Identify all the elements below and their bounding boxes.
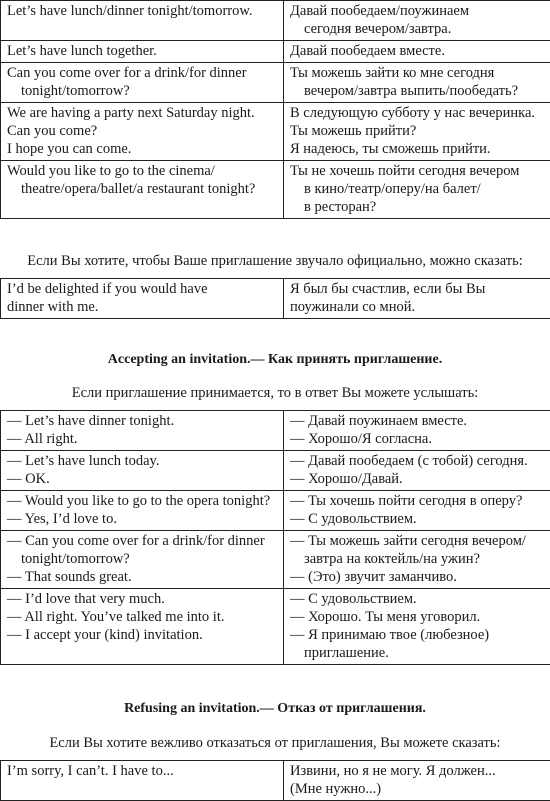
russian-translation-cell (284, 491, 550, 531)
english-phrase-cell (1, 161, 284, 219)
phrase-line: Can you come? (7, 122, 278, 140)
phrase-line: В следующую субботу у нас вечеринка. (290, 104, 548, 122)
phrase-line: (Мне нужно...) (290, 780, 548, 798)
phrase-line: — All right. (7, 430, 278, 448)
russian-translation-cell (284, 411, 550, 451)
phrase-line: — Yes, I’d love to. (7, 510, 278, 528)
phrase-line: I’d be delighted if you would have (7, 280, 278, 298)
table-row (1, 1, 550, 41)
refusing-table (0, 760, 550, 801)
russian-translation-cell (284, 589, 550, 665)
russian-translation-cell (284, 161, 550, 219)
refusing-heading: Refusing an invitation.— Отказ от приглашения. (0, 700, 550, 718)
table-row (1, 279, 550, 319)
phrase-line: — Can you come over for a drink/for dinner (7, 532, 278, 550)
table-row (1, 411, 550, 451)
english-phrase-cell (1, 761, 284, 801)
table-row (1, 63, 550, 103)
russian-translation-cell (284, 761, 550, 801)
russian-translation-cell (284, 103, 550, 161)
formal-invitation-table (0, 278, 550, 319)
phrase-line: — Хорошо/Давай. (290, 470, 548, 488)
formal-invitation-note: Если Вы хотите, чтобы Ваше приглашение звучало официально, можно сказать: (0, 252, 550, 270)
english-phrase-cell (1, 103, 284, 161)
phrase-line: theatre/opera/ballet/a restaurant tonight? (7, 180, 278, 198)
russian-translation-cell (284, 63, 550, 103)
phrase-line: — That sounds great. (7, 568, 278, 586)
invitations-table (0, 0, 550, 219)
phrase-line: Я был бы счастлив, если бы Вы (290, 280, 548, 298)
phrase-line: — (Это) звучит заманчиво. (290, 568, 548, 586)
phrase-line: Извини, но я не могу. Я должен... (290, 762, 548, 780)
phrase-line: — Let’s have lunch today. (7, 452, 278, 470)
russian-translation-cell (284, 1, 550, 41)
phrase-line: Я надеюсь, ты сможешь прийти. (290, 140, 548, 158)
phrase-line: в ресторан? (290, 198, 548, 216)
english-phrase-cell (1, 279, 284, 319)
phrase-line: — I’d love that very much. (7, 590, 278, 608)
accepting-heading: Accepting an invitation.— Как принять приглашение. (0, 351, 550, 369)
phrase-line: — Давай поужинаем вместе. (290, 412, 548, 430)
phrase-line: Давай пообедаем вместе. (290, 42, 548, 60)
table-row (1, 761, 550, 801)
accepting-table (0, 410, 550, 665)
english-phrase-cell (1, 41, 284, 63)
phrase-line: Let’s have lunch/dinner tonight/tomorrow. (7, 2, 278, 20)
english-phrase-cell (1, 531, 284, 589)
english-phrase-cell (1, 1, 284, 41)
phrase-line: поужинали со мной. (290, 298, 548, 316)
phrase-line: вечером/завтра выпить/пообедать? (290, 82, 548, 100)
phrase-line: — Ты хочешь пойти сегодня в оперу? (290, 492, 548, 510)
phrase-line: — Давай пообедаем (с тобой) сегодня. (290, 452, 548, 470)
russian-translation-cell (284, 279, 550, 319)
phrase-line: — Ты можешь зайти сегодня вечером/ (290, 532, 548, 550)
phrase-line: Ты можешь зайти ко мне сегодня (290, 64, 548, 82)
table-row (1, 531, 550, 589)
table-row (1, 41, 550, 63)
phrase-line: — All right. You’ve talked me into it. (7, 608, 278, 626)
phrase-line: в кино/театр/оперу/на балет/ (290, 180, 548, 198)
english-phrase-cell (1, 589, 284, 665)
phrase-line: I’m sorry, I can’t. I have to... (7, 762, 278, 780)
phrase-line: — I accept your (kind) invitation. (7, 626, 278, 644)
phrase-line: — Я принимаю твое (любезное) (290, 626, 548, 644)
english-phrase-cell (1, 451, 284, 491)
phrase-line: Ты не хочешь пойти сегодня вечером (290, 162, 548, 180)
russian-translation-cell (284, 451, 550, 491)
english-phrase-cell (1, 63, 284, 103)
phrase-line: — Would you like to go to the opera tonight? (7, 492, 278, 510)
phrase-line: Давай пообедаем/поужинаем (290, 2, 548, 20)
phrase-line: We are having a party next Saturday night. (7, 104, 278, 122)
phrase-line: I hope you can come. (7, 140, 278, 158)
table-row (1, 451, 550, 491)
table-row (1, 491, 550, 531)
phrase-line: Would you like to go to the cinema/ (7, 162, 278, 180)
phrase-line: — Let’s have dinner tonight. (7, 412, 278, 430)
phrase-line: Let’s have lunch together. (7, 42, 278, 60)
phrase-line: — OK. (7, 470, 278, 488)
phrase-line: Can you come over for a drink/for dinner (7, 64, 278, 82)
russian-translation-cell (284, 531, 550, 589)
table-row (1, 161, 550, 219)
phrase-line: Ты можешь прийти? (290, 122, 548, 140)
phrase-line: tonight/tomorrow? (7, 550, 278, 568)
phrase-line: завтра на коктейль/на ужин? (290, 550, 548, 568)
russian-translation-cell (284, 41, 550, 63)
english-phrase-cell (1, 491, 284, 531)
phrase-line: приглашение. (290, 644, 548, 662)
table-row (1, 103, 550, 161)
accepting-note: Если приглашение принимается, то в ответ Вы можете услышать: (0, 384, 550, 402)
phrase-line: сегодня вечером/завтра. (290, 20, 548, 38)
english-phrase-cell (1, 411, 284, 451)
phrase-line: — С удовольствием. (290, 590, 548, 608)
phrase-line: — С удовольствием. (290, 510, 548, 528)
table-row (1, 589, 550, 665)
phrase-line: dinner with me. (7, 298, 278, 316)
phrase-line: tonight/tomorrow? (7, 82, 278, 100)
phrase-line: — Хорошо. Ты меня уговорил. (290, 608, 548, 626)
phrase-line: — Хорошо/Я согласна. (290, 430, 548, 448)
refusing-note: Если Вы хотите вежливо отказаться от приглашения, Вы можете сказать: (0, 734, 550, 752)
